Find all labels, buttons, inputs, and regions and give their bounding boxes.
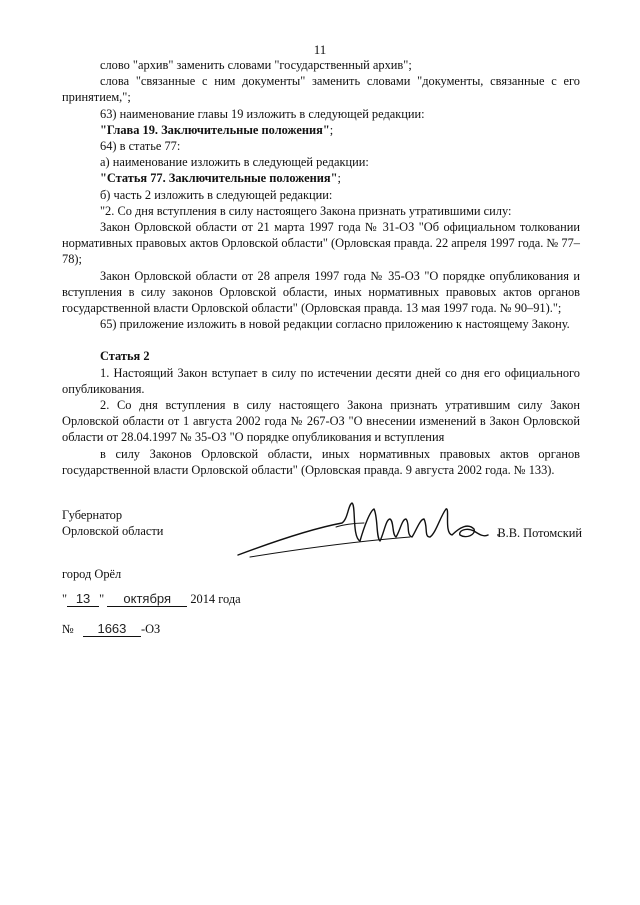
date-month: октября <box>107 592 187 607</box>
date-year: 2014 года <box>190 592 241 606</box>
law-number <box>62 622 160 637</box>
repealed-law-1: Закон Орловской области от 21 марта 1997 года № 31-ОЗ "Об официальном толковании нормативных правовых актов Орловской области" (Орловская правда. 22 апреля 1997 года. № 77–78); <box>62 220 580 267</box>
amendment-item-65: 65) приложение изложить в новой редакции согласно приложению к настоящему Закону. <box>100 317 570 332</box>
amendment-subitem-b: б) часть 2 изложить в следующей редакции: <box>100 187 333 202</box>
page-number: 11 <box>313 42 327 57</box>
law-number-value: 1663 <box>83 622 141 637</box>
article-2-heading: Статья 2 <box>100 349 150 364</box>
amendment-item-64: 64) в статье 77: <box>100 139 181 154</box>
governor-region: Орловской области <box>62 524 164 538</box>
part-2-text: "2. Со дня вступления в силу настоящего Закона признать утратившими силу: <box>100 203 512 218</box>
amendment-subitem-a: а) наименование изложить в следующей редакции: <box>100 155 369 170</box>
document-body <box>62 57 580 478</box>
quote-close: " <box>99 592 105 606</box>
number-sign: № <box>62 622 74 636</box>
punctuation: ; <box>337 171 341 186</box>
repealed-law-2: Закон Орловской области от 28 апреля 1997 года № 35-ОЗ "О порядке опубликования и вступления в силу законов Орловской области, иных нормативных правовых актов органов государственной власти Орловской области" (Орловская правда. 13 мая 1997 года. № 90–91)."; <box>62 268 580 316</box>
punctuation: ; <box>329 122 334 137</box>
handwritten-signature-icon <box>230 497 510 567</box>
signature-block <box>62 507 582 567</box>
amendment-line: слова "связанные с ним документы" заменить словами "документы, связанные с его принятием,"; <box>62 74 580 105</box>
law-number-suffix: -ОЗ <box>140 622 161 636</box>
signing-date <box>62 592 241 607</box>
amendment-item-63: 63) наименование главы 19 изложить в следующей редакции: <box>100 106 425 121</box>
chapter-title-quote <box>62 122 580 138</box>
governor-title: Губернатор <box>62 508 123 522</box>
article-2-paragraph-2: 2. Со дня вступления в силу настоящего Закона признать утратившим силу Закон Орловской области от 1 августа 2002 года № 267-ОЗ "О внесении изменений в Закон Орловской области от 28.04.1997 № 35-ОЗ "О порядке опубликования и вступления <box>62 398 580 445</box>
quote-open: " <box>62 592 68 606</box>
chapter-title: "Глава 19. Заключительные положения" <box>100 122 330 137</box>
article-title: "Статья 77. Заключительные положения" <box>100 171 338 186</box>
date-day: 13 <box>67 592 99 607</box>
article-2-paragraph-3: в силу Законов Орловской области, иных нормативных правовых актов органов государственной власти Орловской области" (Орловская правда. 9 августа 2002 года. № 133). <box>62 446 580 477</box>
governor-name: В.В. Потомский <box>497 526 582 540</box>
article-2-paragraph-1: 1. Настоящий Закон вступает в силу по истечении десяти дней со дня его официального опубликования. <box>62 365 580 396</box>
article-title-quote <box>62 170 580 186</box>
place-of-signing: город Орёл <box>62 567 122 581</box>
amendment-line: слово "архив" заменить словами "государственный архив"; <box>100 58 412 72</box>
